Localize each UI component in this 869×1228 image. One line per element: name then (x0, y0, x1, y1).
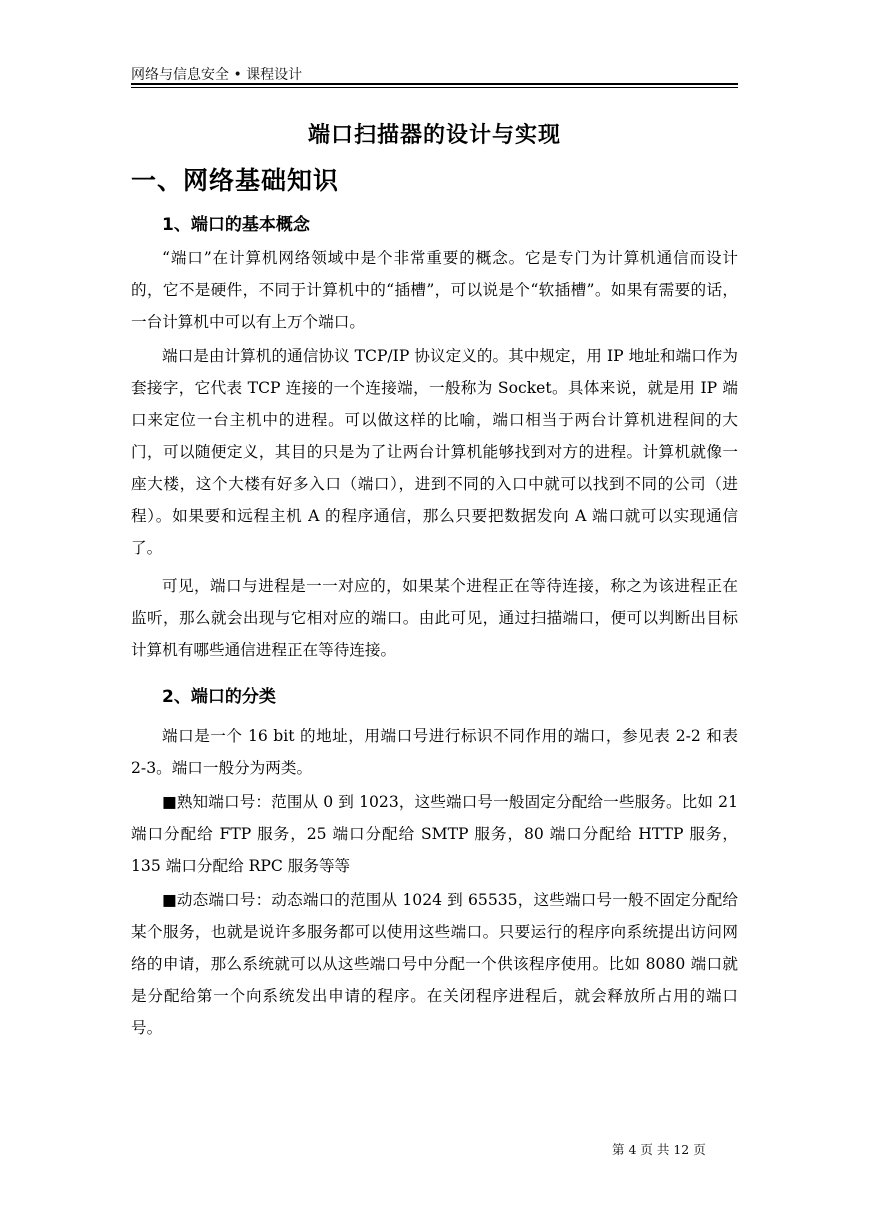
header-rule (131, 83, 738, 85)
header-rule-thin (131, 87, 738, 88)
subsection-heading-port-types: 2、端口的分类 (162, 687, 276, 707)
paragraph: 可见，端口与进程是一一对应的，如果某个进程正在等待连接，称之为该进程正在监听，那么就会出现与它相对应的端口。由此可见，通过扫描端口，便可以判断出目标计算机有哪些通信进程正在等待连接。 (131, 577, 738, 659)
subsection-heading-port-concept: 1、端口的基本概念 (162, 215, 310, 235)
running-header: 网络与信息安全 • 课程设计 (131, 67, 303, 83)
document-title: 端口扫描器的设计与实现 (307, 123, 561, 148)
bullet-paragraph-dynamic-ports: ■动态端口号：动态端口的范围从 1024 到 65535，这些端口号一般不固定分配给某个服务，也就是说许多服务都可以使用这些端口。只要运行的程序向系统提出访问网络的申请，那么系统就可以从这些端口号中分配一个供该程序使用。比如 8080 端口就是分配给第一个向系统发出申请的程序。在关闭程序进程后，就会释放所占用的端口号。 (131, 891, 738, 1037)
paragraph: 端口是一个 16 bit 的地址，用端口号进行标识不同作用的端口，参见表 2-2 和表 2-3。端口一般分为两类。 (131, 727, 738, 777)
section-heading: 一、网络基础知识 (131, 166, 340, 195)
bullet-paragraph-well-known-ports: ■熟知端口号：范围从 0 到 1023，这些端口号一般固定分配给一些服务。比如 21 端口分配给 FTP 服务，25 端口分配给 SMTP 服务，80 端口分配给 HTTP 服务，135 端口分配给 RPC 服务等等 (131, 793, 738, 875)
paragraph: “端口”在计算机网络领域中是个非常重要的概念。它是专门为计算机通信而设计的，它不是硬件，不同于计算机中的“插槽”，可以说是个“软插槽”。如果有需要的话，一台计算机中可以有上万个端口。 (131, 249, 738, 331)
paragraph: 端口是由计算机的通信协议 TCP/IP 协议定义的。其中规定，用 IP 地址和端口作为套接字，它代表 TCP 连接的一个连接端，一般称为 Socket。具体来说，就是用 IP 端口来定位一台主机中的进程。可以做这样的比喻，端口相当于两台计算机进程间的大门，可以随便定义，其目的只是为了让两台计算机能够找到对方的进程。计算机就像一座大楼，这个大楼有好多入口（端口），进到不同的入口中就可以找到不同的公司（进程）。如果要和远程主机 A 的程序通信，那么只要把数据发向 A 端口就可以实现通信了。 (131, 347, 738, 557)
page-number: 第 4 页 共 12 页 (612, 1142, 706, 1157)
